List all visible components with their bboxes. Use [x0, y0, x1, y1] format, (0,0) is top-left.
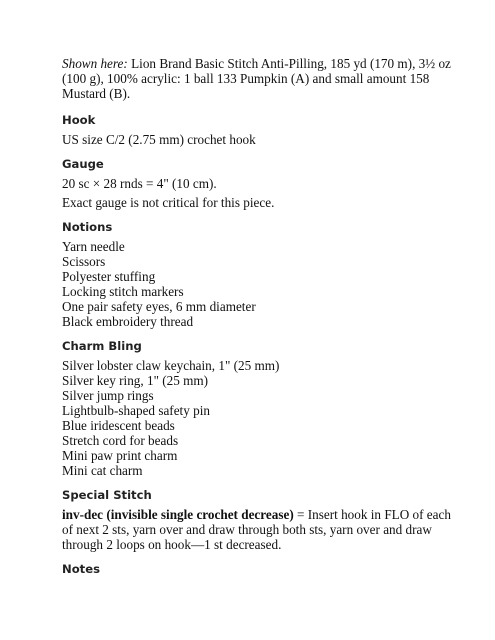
gauge-heading: Gauge — [62, 157, 104, 171]
list-item: Scissors — [62, 254, 106, 269]
list-item: Blue iridescent beads — [62, 418, 175, 433]
special-stitch-line-1-rest: = Insert hook in FLO of each — [293, 507, 451, 522]
intro-line-2: (100 g), 100% acrylic: 1 ball 133 Pumpkin (A) and small amount 158 — [62, 71, 430, 86]
special-stitch-line-1 — [62, 507, 462, 522]
intro-lead: Shown here: — [62, 56, 128, 71]
intro-line-1 — [62, 56, 462, 71]
special-stitch-heading: Special Stitch — [62, 488, 152, 502]
list-item: Silver lobster claw keychain, 1" (25 mm) — [62, 358, 280, 373]
list-item: Yarn needle — [62, 239, 125, 254]
special-stitch-term: inv-dec (invisible single crochet decrease) — [62, 507, 294, 522]
special-stitch-line-2: of next 2 sts, yarn over and draw through both sts, yarn over and draw — [62, 522, 432, 537]
intro-paragraph — [62, 56, 462, 101]
document-page — [62, 56, 462, 576]
list-item: Polyester stuffing — [62, 269, 156, 284]
hook-heading: Hook — [62, 113, 96, 127]
gauge-note: Exact gauge is not critical for this piece. — [62, 195, 275, 210]
special-stitch-text — [62, 507, 462, 552]
list-item: Lightbulb-shaped safety pin — [62, 403, 210, 418]
hook-text: US size C/2 (2.75 mm) crochet hook — [62, 132, 256, 147]
list-item: Stretch cord for beads — [62, 433, 179, 448]
list-item: Mini paw print charm — [62, 448, 178, 463]
charm-bling-list — [62, 358, 462, 478]
list-item: Locking stitch markers — [62, 284, 184, 299]
list-item: Mini cat charm — [62, 463, 143, 478]
list-item: Black embroidery thread — [62, 314, 194, 329]
special-stitch-line-3: through 2 loops on hook—1 st decreased. — [62, 537, 282, 552]
list-item: Silver jump rings — [62, 388, 154, 403]
gauge-text: 20 sc × 28 rnds = 4" (10 cm). — [62, 176, 217, 191]
notions-list — [62, 239, 462, 329]
intro-text-1: Lion Brand Basic Stitch Anti-Pilling, 185 yd (170 m), 3½ oz — [127, 56, 451, 71]
list-item: One pair safety eyes, 6 mm diameter — [62, 299, 256, 314]
list-item: Silver key ring, 1" (25 mm) — [62, 373, 209, 388]
charm-bling-heading: Charm Bling — [62, 339, 142, 353]
intro-line-3: Mustard (B). — [62, 86, 131, 101]
notions-heading: Notions — [62, 220, 113, 234]
notes-heading: Notes — [62, 562, 100, 576]
